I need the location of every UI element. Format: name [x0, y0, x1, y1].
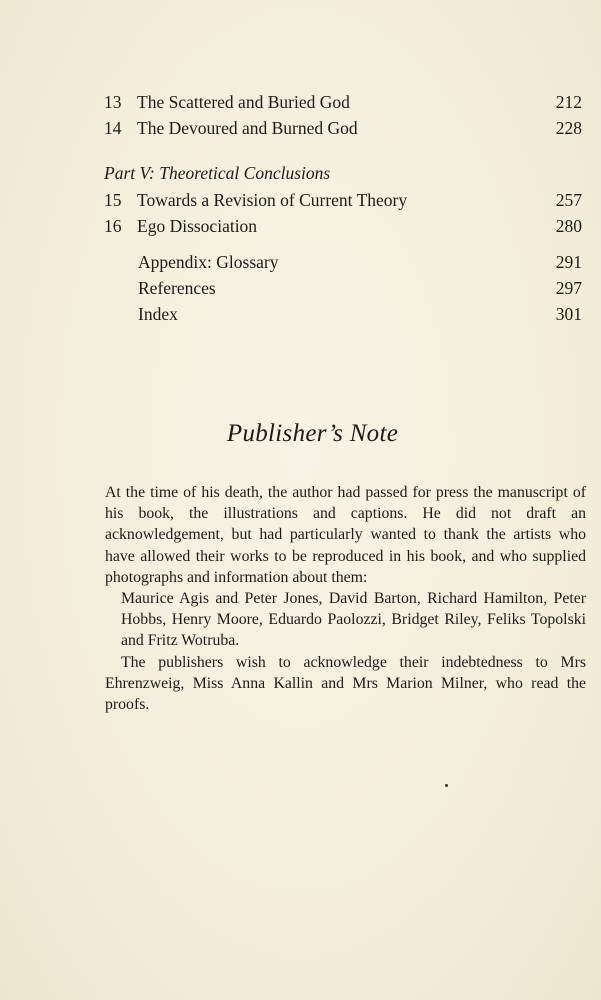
toc-chapter-title: The Scattered and Buried God: [137, 92, 350, 112]
toc-appendix-title: Index: [138, 304, 178, 324]
toc-entry: [104, 249, 582, 275]
toc-entry: [104, 115, 582, 141]
toc-appendix-title: Appendix: Glossary: [138, 252, 279, 272]
toc-chapter-title: The Devoured and Burned God: [137, 118, 358, 138]
toc-entry: [104, 301, 582, 327]
note-paragraph: At the time of his death, the author had passed for press the manuscript of his book, the illustrations and captions. He did not draft an acknowledgement, but had particularly wanted to thank the artists who have allowed their works to be reproduced in his book, and who supplied photographs and information about them:: [105, 484, 586, 586]
toc-entry: [104, 89, 582, 115]
paper-speck: [445, 784, 448, 787]
toc-part-heading: Part V: Theoretical Conclusions: [104, 163, 331, 183]
acknowledged-artists: Maurice Agis and Peter Jones, David Barton, Richard Hamilton, Peter Hobbs, Henry Moore, Eduardo Paolozzi, Bridget Riley, Feliks Topolski and Fritz Wotruba.: [121, 590, 586, 650]
toc-chapter-number: 13: [104, 92, 122, 112]
publishers-note-heading: [0, 420, 601, 448]
toc-page-number: 212: [555, 92, 582, 112]
toc-page-number: 291: [555, 252, 582, 272]
toc-page-number: 297: [555, 278, 582, 298]
toc-appendix-title: References: [138, 278, 216, 298]
table-of-contents: [104, 89, 582, 327]
toc-entry: [104, 213, 582, 239]
toc-chapter-number: 15: [104, 190, 122, 210]
toc-chapter-title: Ego Dissociation: [137, 216, 258, 236]
toc-page-number: 228: [555, 118, 582, 138]
toc-entry: [104, 187, 582, 213]
note-paragraph: The publishers wish to acknowledge their indebtedness to Mrs Ehrenzweig, Miss Anna Kallin and Mrs Marion Milner, who read the proofs.: [105, 653, 586, 714]
toc-chapter-title: Towards a Revision of Current Theory: [137, 190, 408, 210]
toc-chapter-number: 14: [104, 118, 122, 138]
toc-page-number: 257: [555, 190, 582, 210]
toc-page-number: 280: [555, 216, 582, 236]
publishers-note-title: Publisher’s Note: [226, 420, 399, 447]
toc-page-number: 301: [555, 304, 582, 324]
toc-chapter-number: 16: [104, 216, 122, 236]
publishers-note-body: [105, 482, 586, 715]
toc-entry: [104, 275, 582, 301]
